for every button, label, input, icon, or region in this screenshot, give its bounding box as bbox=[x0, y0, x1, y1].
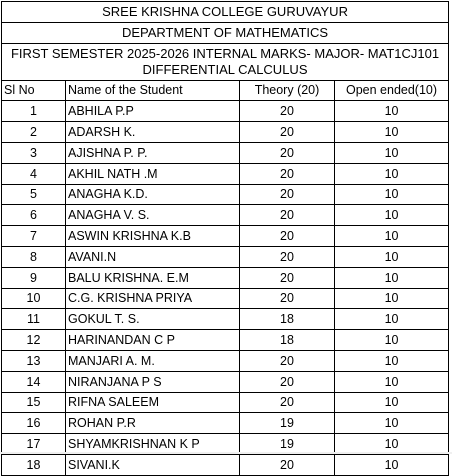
cell-sl-no: 9 bbox=[2, 267, 66, 288]
cell-student-name: ASWIN KRISHNA K.B bbox=[66, 226, 240, 247]
table-row bbox=[2, 226, 449, 247]
cell-student-name: MANJARI A. M. bbox=[66, 350, 240, 371]
college-name: SREE KRISHNA COLLEGE GURUVAYUR bbox=[2, 2, 449, 23]
table-row bbox=[2, 122, 449, 143]
cell-sl-no: 5 bbox=[2, 184, 66, 205]
cell-sl-no: 7 bbox=[2, 226, 66, 247]
cell-open-ended-mark: 10 bbox=[335, 309, 449, 330]
cell-student-name: AJISHNA P. P. bbox=[66, 142, 240, 163]
cell-student-name: BALU KRISHNA. E.M bbox=[66, 267, 240, 288]
cell-theory-mark: 20 bbox=[240, 267, 335, 288]
cell-open-ended-mark: 10 bbox=[335, 434, 449, 455]
cell-open-ended-mark: 10 bbox=[335, 288, 449, 309]
cell-student-name: C.G. KRISHNA PRIYA bbox=[66, 288, 240, 309]
cell-open-ended-mark: 10 bbox=[335, 101, 449, 122]
table-row bbox=[2, 454, 449, 475]
cell-open-ended-mark: 10 bbox=[335, 163, 449, 184]
cell-theory-mark: 20 bbox=[240, 454, 335, 475]
cell-theory-mark: 20 bbox=[240, 350, 335, 371]
table-row bbox=[2, 371, 449, 392]
marks-table bbox=[1, 1, 449, 476]
table-row bbox=[2, 288, 449, 309]
table-row bbox=[2, 101, 449, 122]
college-row bbox=[2, 2, 449, 23]
cell-theory-mark: 19 bbox=[240, 434, 335, 455]
cell-sl-no: 6 bbox=[2, 205, 66, 226]
cell-sl-no: 17 bbox=[2, 434, 66, 455]
table-row bbox=[2, 163, 449, 184]
cell-open-ended-mark: 10 bbox=[335, 246, 449, 267]
cell-student-name: ADARSH K. bbox=[66, 122, 240, 143]
cell-sl-no: 13 bbox=[2, 350, 66, 371]
cell-student-name: ROHAN P.R bbox=[66, 413, 240, 434]
column-header-name: Name of the Student bbox=[66, 80, 240, 101]
table-row bbox=[2, 350, 449, 371]
table-row bbox=[2, 142, 449, 163]
cell-theory-mark: 20 bbox=[240, 122, 335, 143]
cell-open-ended-mark: 10 bbox=[335, 350, 449, 371]
cell-sl-no: 11 bbox=[2, 309, 66, 330]
cell-open-ended-mark: 10 bbox=[335, 226, 449, 247]
cell-student-name: NIRANJANA P S bbox=[66, 371, 240, 392]
cell-open-ended-mark: 10 bbox=[335, 413, 449, 434]
cell-theory-mark: 20 bbox=[240, 101, 335, 122]
cell-theory-mark: 20 bbox=[240, 392, 335, 413]
cell-sl-no: 1 bbox=[2, 101, 66, 122]
exam-title: FIRST SEMESTER 2025-2026 INTERNAL MARKS- MAJOR- MAT1CJ101 DIFFERENTIAL CALCULUS bbox=[2, 43, 449, 80]
student-rows bbox=[2, 101, 449, 475]
cell-open-ended-mark: 10 bbox=[335, 205, 449, 226]
table-row bbox=[2, 267, 449, 288]
table-row bbox=[2, 205, 449, 226]
cell-theory-mark: 20 bbox=[240, 184, 335, 205]
cell-sl-no: 2 bbox=[2, 122, 66, 143]
cell-student-name: HARINANDAN C P bbox=[66, 330, 240, 351]
cell-theory-mark: 20 bbox=[240, 163, 335, 184]
cell-theory-mark: 18 bbox=[240, 309, 335, 330]
cell-student-name: ANAGHA K.D. bbox=[66, 184, 240, 205]
cell-theory-mark: 19 bbox=[240, 413, 335, 434]
table-row bbox=[2, 184, 449, 205]
column-header-sl-no: Sl No bbox=[2, 80, 66, 101]
cell-theory-mark: 18 bbox=[240, 330, 335, 351]
cell-student-name: SHYAMKRISHNAN K P bbox=[66, 434, 240, 455]
department-row bbox=[2, 22, 449, 43]
cell-student-name: SIVANI.K bbox=[66, 454, 240, 475]
table-row bbox=[2, 330, 449, 351]
department-name: DEPARTMENT OF MATHEMATICS bbox=[2, 22, 449, 43]
cell-sl-no: 4 bbox=[2, 163, 66, 184]
cell-open-ended-mark: 10 bbox=[335, 371, 449, 392]
cell-theory-mark: 20 bbox=[240, 226, 335, 247]
table-row bbox=[2, 392, 449, 413]
cell-student-name: ANAGHA V. S. bbox=[66, 205, 240, 226]
cell-open-ended-mark: 10 bbox=[335, 122, 449, 143]
column-header-open-ended: Open ended(10) bbox=[335, 80, 449, 101]
cell-student-name: RIFNA SALEEM bbox=[66, 392, 240, 413]
cell-student-name: AKHIL NATH .M bbox=[66, 163, 240, 184]
cell-student-name: GOKUL T. S. bbox=[66, 309, 240, 330]
cell-student-name: ABHILA P.P bbox=[66, 101, 240, 122]
cell-student-name: AVANI.N bbox=[66, 246, 240, 267]
cell-open-ended-mark: 10 bbox=[335, 142, 449, 163]
cell-sl-no: 8 bbox=[2, 246, 66, 267]
column-header-row bbox=[2, 80, 449, 101]
table-row bbox=[2, 246, 449, 267]
cell-sl-no: 10 bbox=[2, 288, 66, 309]
cell-sl-no: 3 bbox=[2, 142, 66, 163]
cell-sl-no: 15 bbox=[2, 392, 66, 413]
cell-theory-mark: 20 bbox=[240, 142, 335, 163]
table-row bbox=[2, 309, 449, 330]
cell-sl-no: 16 bbox=[2, 413, 66, 434]
table-row bbox=[2, 413, 449, 434]
cell-sl-no: 18 bbox=[2, 454, 66, 475]
cell-open-ended-mark: 10 bbox=[335, 454, 449, 475]
cell-open-ended-mark: 10 bbox=[335, 184, 449, 205]
column-header-theory: Theory (20) bbox=[240, 80, 335, 101]
cell-sl-no: 12 bbox=[2, 330, 66, 351]
cell-theory-mark: 20 bbox=[240, 246, 335, 267]
cell-sl-no: 14 bbox=[2, 371, 66, 392]
cell-open-ended-mark: 10 bbox=[335, 392, 449, 413]
cell-theory-mark: 20 bbox=[240, 371, 335, 392]
cell-open-ended-mark: 10 bbox=[335, 267, 449, 288]
cell-open-ended-mark: 10 bbox=[335, 330, 449, 351]
exam-title-row bbox=[2, 43, 449, 80]
cell-theory-mark: 20 bbox=[240, 288, 335, 309]
cell-theory-mark: 20 bbox=[240, 205, 335, 226]
